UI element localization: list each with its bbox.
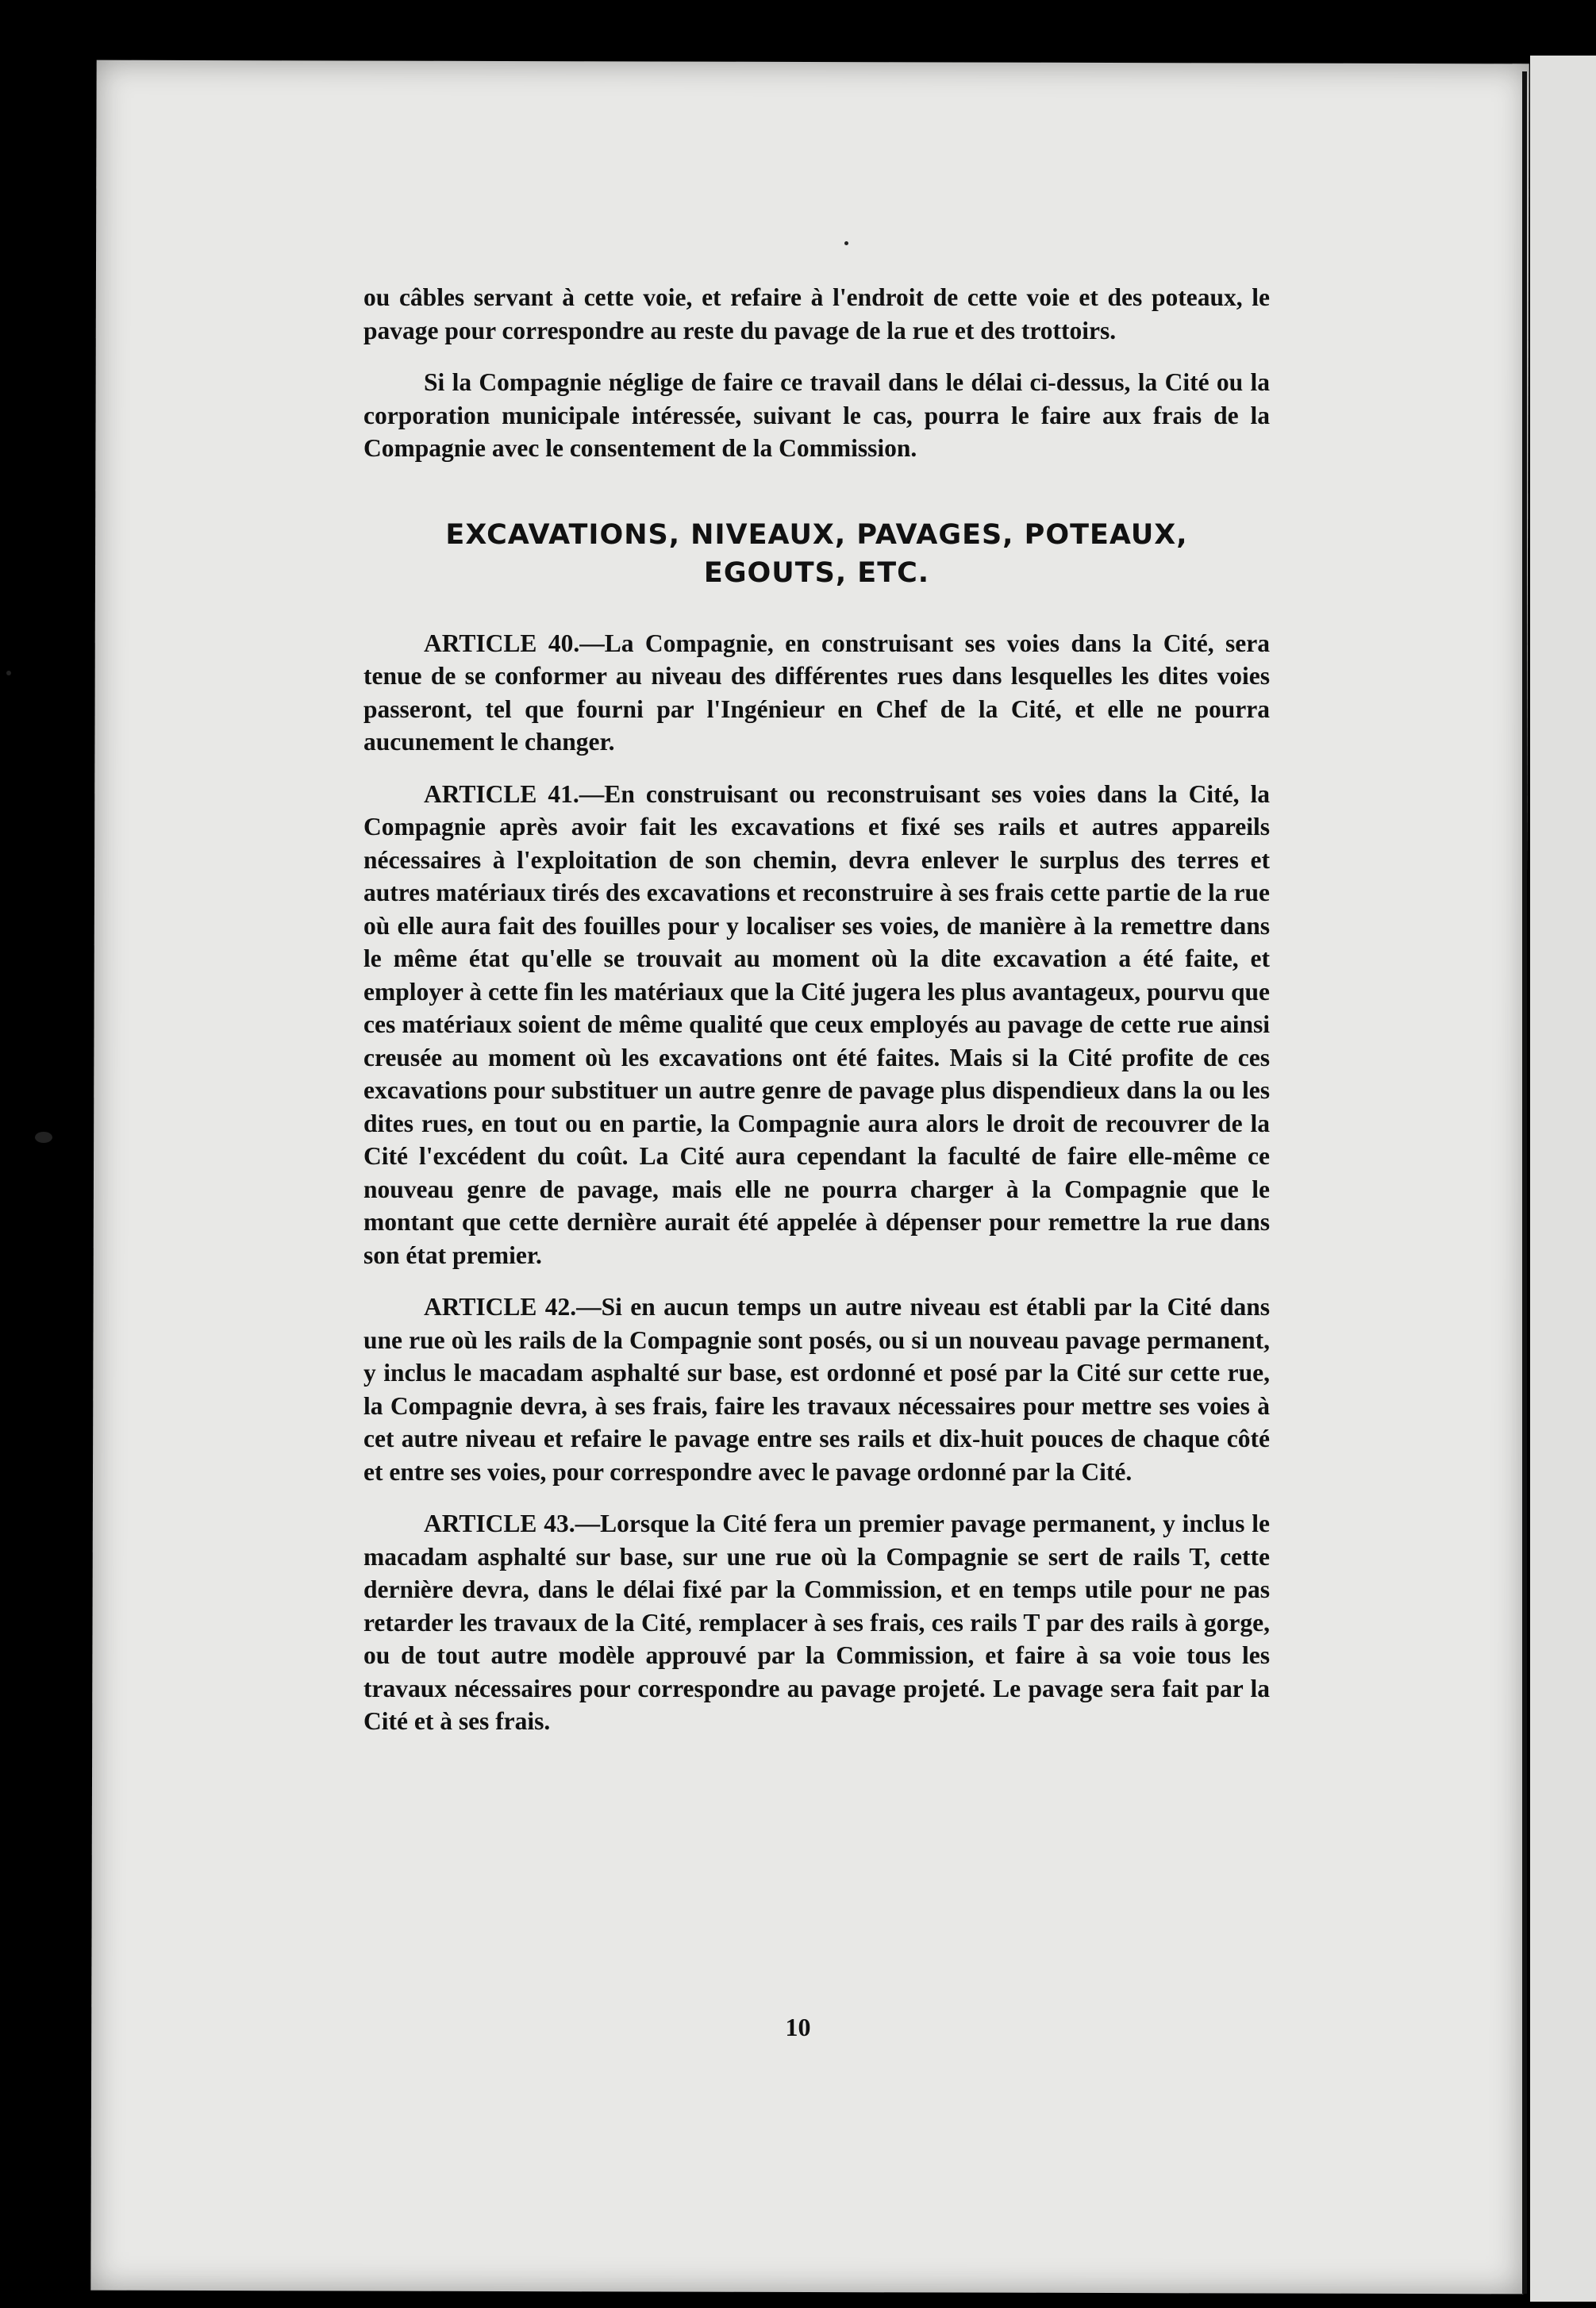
paragraph-neglect: Si la Compagnie néglige de faire ce travail dans le délai ci-dessus, la Cité ou la corporation municipale intéressée, suivant le cas, pourra le faire aux frais de la Compagnie avec le consentement de la Commission.: [363, 368, 1270, 462]
page-text: [363, 281, 1270, 1757]
article-43: ARTICLE 43.—Lorsque la Cité fera un premier pavage permanent, y inclus le macadam asphalté sur base, sur une rue où la Compagnie se sert de rails T, cette dernière devra, dans le délai fixé par la Commission, et en temps utile pour ne pas retarder les travaux de la Cité, remplacer à ses frais, ces rails T par des rails à gorge, ou de tout autre modèle approuvé par la Commission, et faire à sa voie tous les travaux nécessaires pour correspondre au pavage projeté. Le pavage sera fait par la Cité et à ses frais.: [363, 1510, 1270, 1735]
section-heading-line-2: EGOUTS, ETC.: [703, 556, 930, 589]
adjacent-page-edge: [1530, 56, 1596, 2302]
page-shadow-line: [1522, 71, 1527, 2294]
section-heading-line-1: EXCAVATIONS, NIVEAUX, PAVAGES, POTEAUX,: [445, 518, 1188, 551]
scan-speck: [35, 1132, 52, 1143]
article-42: ARTICLE 42.—Si en aucun temps un autre niveau est établi par la Cité dans une rue où les rails de la Compagnie sont posés, ou si un nouveau pavage permanent, y inclus le macadam asphalté sur base, est ordonné et posé par la Cité sur cette rue, la Compagnie devra, à ses frais, faire les travaux nécessaires pour mettre ses voies à cet autre niveau et refaire le pavage entre ses rails et dix-huit pouces de chaque côté et entre ses voies, pour correspondre avec le pavage ordonné par la Cité.: [363, 1293, 1270, 1486]
scan-speck: [6, 671, 11, 675]
article-41: ARTICLE 41.—En construisant ou reconstruisant ses voies dans la Cité, la Compagnie après avoir fait les excavations et fixé ses rails et autres appareils nécessaires à l'exploitation de son chemin, devra enlever le surplus des terres et autres matériaux tirés des excavations et reconstruire à ses frais cette partie de la rue où elle aura fait des fouilles pour y localiser ses voies, de manière à la remettre dans le même état qu'elle se trouvait au moment où la dite excavation a été faite, et employer à cette fin les matériaux que la Cité jugera les plus avantageux, pourvu que ces matériaux soient de même qualité que ceux employés au pavage de cette rue ainsi creusée au moment où les excavations ont été faites. Mais si la Cité profite de ces excavations pour substituer un autre genre de pavage plus dispendieux dans la ou les dites rues, en tout ou en partie, la Compagnie aura alors le droit de recouvrer de la Cité l'excédent du coût. La Cité aura cependant la faculté de faire elle-même ce nouveau genre de pavage, mais elle ne pourra charger à la Compagnie que le montant que cette dernière aurait été appelée à dépenser pour remettre la rue dans son état premier.: [363, 779, 1270, 1269]
section-heading: [363, 516, 1270, 592]
scan-speck: [844, 241, 848, 245]
page-number: 10: [785, 2013, 811, 2041]
paragraph-continuation: ou câbles servant à cette voie, et refaire à l'endroit de cette voie et des poteaux, le pavage pour correspondre au reste du pavage de la rue et des trottoirs.: [363, 283, 1270, 344]
article-40: ARTICLE 40.—La Compagnie, en construisant ses voies dans la Cité, sera tenue de se conformer au niveau des différentes rues dans lesquelles les dites voies passeront, tel que fourni par l'Ingénieur en Chef de la Cité, et elle ne pourra aucunement le changer.: [363, 629, 1270, 756]
